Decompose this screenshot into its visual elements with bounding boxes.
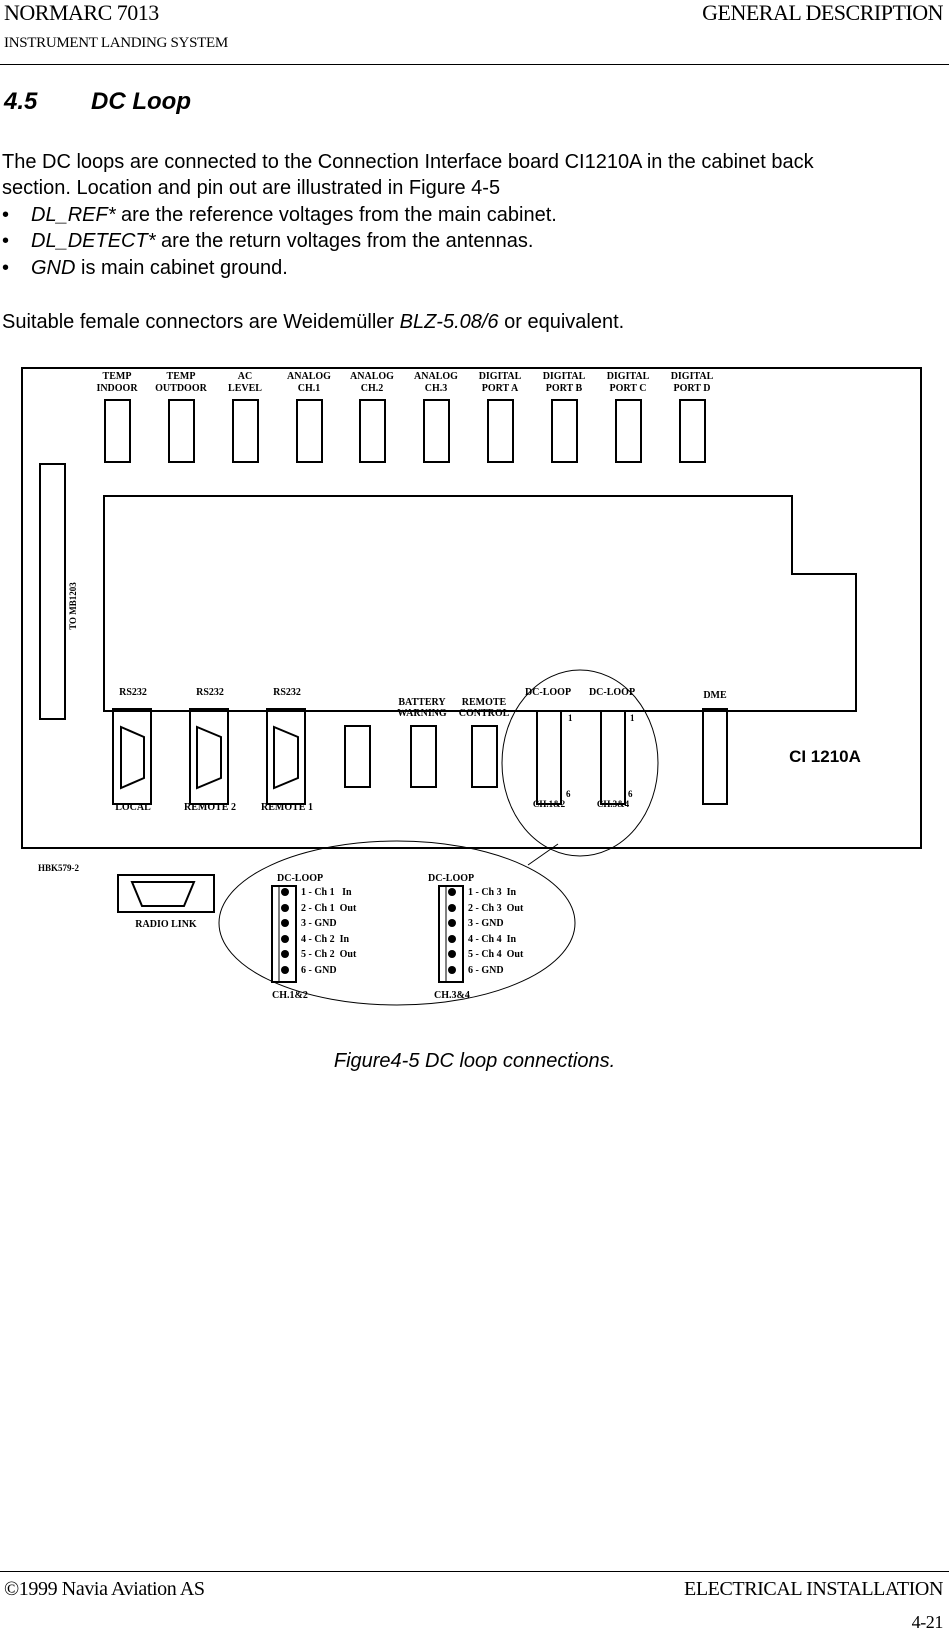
pin-dot [448,904,456,912]
top-connector [479,371,522,462]
unlabeled-connector [345,726,370,787]
header-chapter: GENERAL DESCRIPTION [702,0,943,25]
pin-label: 3 - GND [301,918,337,929]
remote-label-2: CONTROL [458,708,510,719]
top-connector-label-1: AC [237,371,253,382]
top-connector-label-1: DIGITAL [606,371,650,382]
battery-label-2: WARNING [397,708,447,719]
top-connector-label-2: PORT C [609,383,647,394]
top-connector-label-2: LEVEL [228,383,262,394]
battery-warning-connector [411,726,436,787]
bullet-item [2,228,533,254]
top-connector-label-2: PORT B [545,383,583,394]
remote-control-connector [472,726,497,787]
rs232-port-name: LOCAL [115,802,151,813]
top-connector-body [616,400,641,462]
footer-rule [0,1571,949,1572]
pin-dot [281,935,289,943]
pin-label: 3 - GND [468,918,504,929]
radio-link-label: RADIO LINK [135,919,197,930]
dcloop1-connector [537,711,561,804]
top-connector-label-1: ANALOG [287,371,331,382]
bullet-text: are the reference voltages from the main cabinet. [115,204,557,226]
rs232-label: RS232 [119,687,147,698]
top-connector-row [96,371,713,462]
bullet-term: DL_REF* [31,204,116,226]
dcloop1-ch: CH.1&2 [532,799,566,809]
pin-dot [281,966,289,974]
pin-label: 5 - Ch 4 Out [468,949,524,960]
dcloop1-pin-bottom: 6 [566,789,571,799]
ref-code: HBK579-2 [38,863,80,873]
top-connector-body [360,400,385,462]
top-connector-label-2: PORT A [481,383,519,394]
pin-label: 4 - Ch 4 In [468,934,517,945]
bullet-item [2,255,288,281]
connectors-part: BLZ-5.08/6 [399,311,499,333]
page-number: 4-21 [911,1612,943,1632]
dcloop2-ch: CH.3&4 [596,799,630,809]
connectors-paragraph [2,309,624,335]
top-connector-label-2: CH.2 [360,383,384,394]
top-connector [607,371,650,462]
component-area [104,496,856,711]
pin-dot [281,904,289,912]
top-connector-body [297,400,322,462]
bullet-text: is main cabinet ground. [75,257,288,279]
connectors-prefix: Suitable female connectors are Weidemüller [2,311,400,333]
rs232-label: RS232 [273,687,301,698]
top-connector-label-1: ANALOG [414,371,458,382]
top-connector-label-2: CH.3 [424,383,448,394]
pin-dot [281,950,289,958]
side-label: TO MB1203 [68,582,78,630]
bullet-dot: • [2,204,10,226]
top-connector [228,371,262,462]
connectors-suffix: or equivalent. [498,311,625,333]
detail-connector-ch12 [272,873,357,1001]
pin-label: 1 - Ch 3 In [468,887,517,898]
pin-label: 6 - GND [301,965,337,976]
detail2-ch: CH.3&4 [434,990,470,1001]
top-connector-body [105,400,130,462]
pin-dot [448,950,456,958]
pin-dot [448,935,456,943]
top-connector-label-2: CH.1 [297,383,321,394]
dme-connector [703,709,727,804]
top-connector-label-1: TEMP [102,371,132,382]
battery-label-1: BATTERY [398,697,446,708]
pin-dot [281,888,289,896]
pin-label: 5 - Ch 2 Out [301,949,357,960]
board-name: CI 1210A [789,747,861,766]
dme-label: DME [703,690,727,701]
top-connector-label-2: INDOOR [96,383,138,394]
pin-dot [448,888,456,896]
pin-label: 1 - Ch 1 In [301,887,352,898]
top-connector-body [680,400,705,462]
header-subtitle: INSTRUMENT LANDING SYSTEM [4,35,228,51]
bullet-term: GND [31,257,76,279]
footer-chapter: ELECTRICAL INSTALLATION [684,1578,943,1600]
dcloop2-connector [601,711,625,804]
pin-label: 2 - Ch 1 Out [301,903,357,914]
section-number: 4.5 [4,88,38,115]
rs232-label: RS232 [196,687,224,698]
dcloop2-pin-bottom: 6 [628,789,633,799]
rs232-remote1-connector [267,709,305,804]
bullet-dot: • [2,230,10,252]
top-connector-label-1: DIGITAL [478,371,522,382]
dcloop1-label: DC-LOOP [524,687,572,698]
rs232-port-name: REMOTE 1 [261,802,313,813]
top-connector-label-1: TEMP [166,371,196,382]
top-connector-body [233,400,258,462]
top-connector [414,371,458,462]
pin-label: 2 - Ch 3 Out [468,903,524,914]
dc-loop-figure [0,355,949,1035]
top-connector [350,371,394,462]
pin-label: 6 - GND [468,965,504,976]
footer-copyright: ©1999 Navia Aviation AS [4,1578,205,1600]
top-connector-body [424,400,449,462]
intro-paragraph [2,149,942,201]
top-connector-body [488,400,513,462]
pin-label: 4 - Ch 2 In [301,934,350,945]
bullet-text: are the return voltages from the antennas. [155,230,534,252]
dcloop2-label: DC-LOOP [588,687,636,698]
rs232-remote2-connector [190,709,228,804]
top-connector-label-1: DIGITAL [542,371,586,382]
top-connector-label-1: DIGITAL [670,371,714,382]
section-title: DC Loop [91,88,191,115]
dcloop2-pin-top: 1 [630,713,635,723]
top-connector [287,371,331,462]
side-connector [40,464,65,719]
top-connector [155,371,207,462]
top-connector-body [169,400,194,462]
dcloop1-pin-top: 1 [568,713,573,723]
top-connector-body [552,400,577,462]
top-connector-label-2: OUTDOOR [155,383,207,394]
header-product: NORMARC 7013 [4,0,159,25]
bullet-item [2,202,557,228]
pin-dot [448,919,456,927]
top-connector-label-1: ANALOG [350,371,394,382]
bullet-term: DL_DETECT* [31,230,156,252]
top-connector [543,371,586,462]
top-connector-label-2: PORT D [673,383,711,394]
top-connector [671,371,714,462]
pin-dot [448,966,456,974]
pin-dot [281,919,289,927]
intro-line-2: section. Location and pin out are illustrated in Figure 4-5 [2,177,501,199]
top-connector [96,371,138,462]
detail2-label: DC-LOOP [428,873,475,884]
detail1-ch: CH.1&2 [272,990,308,1001]
detail-connector-ch34 [428,873,524,1001]
remote-label-1: REMOTE [461,697,507,708]
rs232-port-name: REMOTE 2 [184,802,236,813]
header-rule [0,64,949,65]
figure-caption: Figure4-5 DC loop connections. [333,1050,616,1072]
rs232-local-connector [113,709,151,804]
intro-line-1: The DC loops are connected to the Connection Interface board CI1210A in the cabinet back [2,151,814,173]
detail1-label: DC-LOOP [277,873,324,884]
bullet-dot: • [2,257,10,279]
radio-link-connector [118,875,214,912]
